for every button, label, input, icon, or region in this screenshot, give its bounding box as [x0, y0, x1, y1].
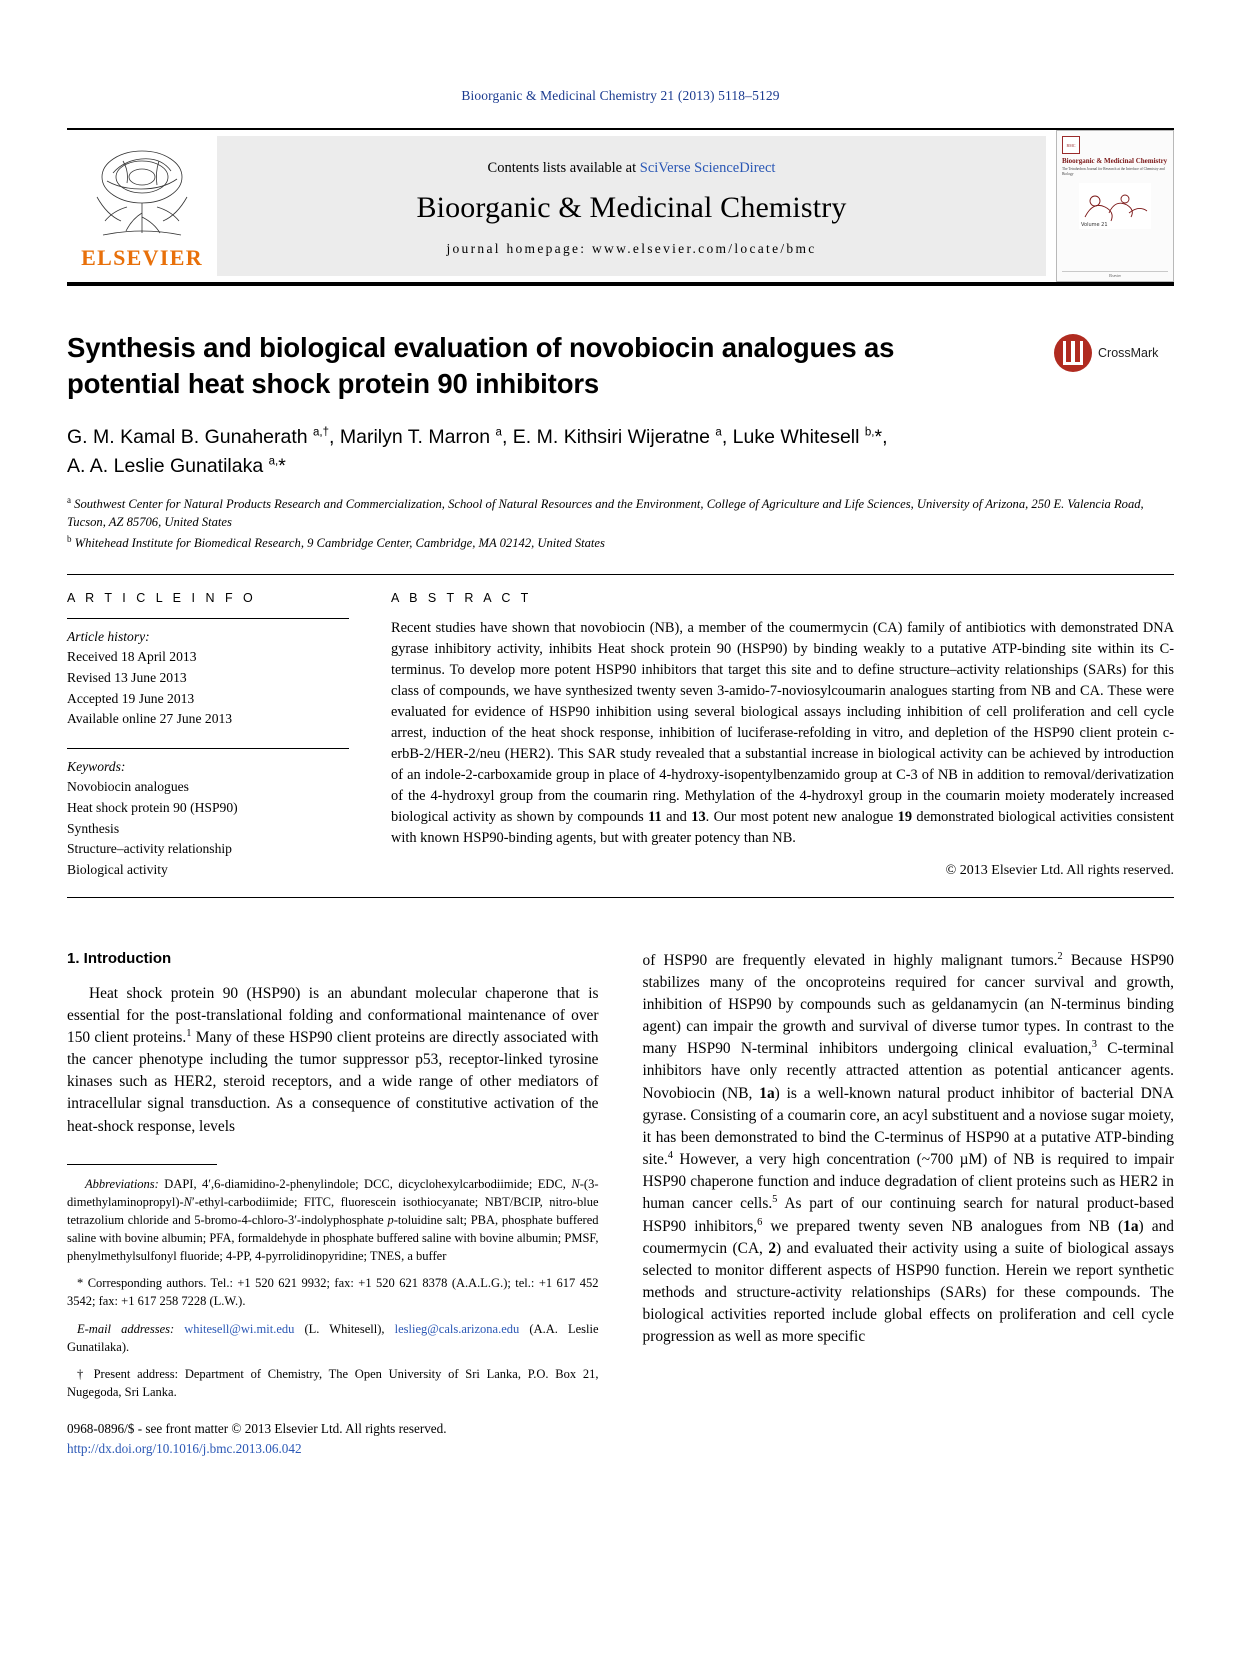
journal-cover-thumbnail	[1056, 130, 1174, 282]
affiliation-b: $^b$ Whitehead Institute for Biomedical Research, 9 Cambridge Center, Cambridge, MA 02142, United States	[67, 533, 605, 550]
crossmark-badge-group[interactable]	[1054, 334, 1174, 372]
abstract-bottom-rule	[67, 897, 1174, 898]
abstract-text: Recent studies have shown that novobiocin (NB), a member of the coumermycin (CA) family of antibiotics with demonstrated DNA gyrase inhibitory activity, inhibits Heat shock protein 90 (HSP90) by binding weakly to a putative ATP-binding site within its C-terminus. To develop more potent HSP90 inhibitors that target this site and to define structure–activity relationships (SARs) for this class of compounds, we have synthesized twenty seven 3-amido-7-noviosylcoumarin analogues starting from NB and CA. These were evaluated for evidence of HSP90 inhibition using several biological assays including inhibition of cell proliferation and cell cycle arrest, induction of the heat shock response, inhibition of luciferase-refolding in vitro, and depletion of the HSP90 client protein c-erbB-2/HER-2/neu (HER2). This SAR study revealed that a substantial increase in biological activity can be achieved by introduction of an indole-2-carboxamide group in place of 4-hydroxy-isopentylbenzamido group at C-3 of NB in addition to removal/derivatization of the 4-hydroxyl group from the coumarin ring. Methylation of the 4-hydroxyl group in the coumarin moiety moderately increased biological activity as shown by compounds 11 and 13. Our most potent new analogue 19 demonstrated biological activities consistent with known HSP90-binding agents, but with greater potency than NB.	[391, 619, 1175, 847]
footnote-separator	[67, 1164, 217, 1165]
journal-homepage[interactable]: journal homepage: www.elsevier.com/locate/bmc	[446, 240, 817, 256]
abstract-heading: A B S T R A C T	[391, 590, 532, 605]
keyword-item: Synthesis	[67, 820, 120, 836]
contents-available-line	[488, 160, 776, 177]
article-info-column	[67, 575, 367, 881]
keywords-rule	[67, 748, 349, 749]
history-item: Available online 27 June 2013	[67, 711, 233, 727]
keyword-item: Biological activity	[67, 861, 168, 877]
abstract-copyright: © 2013 Elsevier Ltd. All rights reserved.	[945, 863, 1174, 879]
emails-label: E-mail addresses:	[77, 1321, 175, 1336]
cover-publisher-mark: BMC	[1062, 136, 1080, 154]
title-block	[67, 330, 1174, 552]
sciencedirect-link[interactable]: SciVerse ScienceDirect	[639, 159, 776, 176]
email-owner-2: (A.A. Leslie Gunatilaka).	[67, 1321, 599, 1354]
running-head: Bioorganic & Medicinal Chemistry 21 (2013) 5118–5129	[461, 88, 780, 103]
body-column-right	[643, 950, 1175, 1459]
history-item: Accepted 19 June 2013	[67, 690, 195, 706]
keyword-item: Heat shock protein 90 (HSP90)	[67, 799, 238, 815]
cover-artwork	[1079, 183, 1151, 229]
history-item: Received 18 April 2013	[67, 649, 197, 665]
email-link-2[interactable]: leslieg@cals.arizona.edu	[394, 1321, 520, 1336]
crossmark-icon	[1054, 334, 1092, 372]
author-list	[67, 423, 1077, 482]
footnote-abbreviations: Abbreviations: DAPI, 4′,6-diamidino-2-phenylindole; DCC, dicyclohexylcarbodiimide; EDC, N-(3-dimethylaminopropyl)-N′-ethyl-carbodiimide; FITC, fluorescein isothiocyanate; NBT/BCIP, nitro-blue tetrazolium chloride and 5-bromo-4-chloro-3′-indolyphosphate p-toluidine salt; PBA, phosphate buffered saline with bovine albumin; PFA, formaldehyde in phosphate buffered saline with bovine albumin; PMSF, phenylmethylsulfonyl fluoride; 4-PP, 4-pyrrolidinopyridine; TNES, a buffer	[67, 1176, 599, 1264]
elsevier-logo	[67, 130, 217, 282]
journal-masthead	[67, 128, 1174, 288]
journal-banner	[217, 136, 1046, 276]
cover-footer: Elsevier	[1062, 271, 1168, 278]
author-line-1: G. M. Kamal B. Gunaherath $^{a,\dagger}$, Marilyn T. Marron $^a$, E. M. Kithsiri Wijeratne $^a$, Luke Whitesell $^{b,}$*,	[67, 425, 888, 448]
issn-copyright-line: 0968-0896/$ - see front matter © 2013 Elsevier Ltd. All rights reserved.	[67, 1421, 447, 1437]
page-footer	[67, 1419, 599, 1459]
body-columns	[67, 950, 1174, 1459]
affiliation-a: $^a$ Southwest Center for Natural Products Research and Commercialization, School of Natural Resources and the Environment, College of Agriculture and Life Sciences, University of Arizona, 250 E. Valencia Road, Tucson, AZ 85706, United States	[67, 494, 1144, 530]
page-content	[67, 0, 1174, 1459]
body-paragraph: of HSP90 are frequently elevated in highly malignant tumors.$^2$ Because HSP90 stabilizes many of the oncoproteins required for cancer survival and growth, inhibition of HSP90 by compounds such as geldanamycin (an N-terminus binding agent) can impair the growth and survival of diverse tumor types. In contrast to the many HSP90 N-terminal inhibitors undergoing clinical evaluation,$^3$ C-terminal inhibitors have only recently attracted attention as potential anticancer agents. Novobiocin (NB, 1a) is a well-known natural product inhibitor of bacterial DNA gyrase. Consisting of a coumarin core, an acyl substituent and a noviose sugar moiety, it has been demonstrated to bind the C-terminus of HSP90 at a putative ATP-binding site.$^4$ However, a very high concentration (~700 µM) of NB is required to impair HSP90 chaperone function and induce degradation of client proteins such as HER2 in human cancer cells.$^5$ As part of our continuing search for natural product-based HSP90 inhibitors,$^6$ we prepared twenty seven NB analogues from NB (1a) and coumermycin (CA, 2) and evaluated their activity using a suite of biological assays selected to monitor different aspects of HSP90 function. Herein we report synthetic methods and structure-activity relationships (SARs) for these compounds. The biological activities reported include global effects on proliferation and cell cycle progression as well as more specific	[642, 950, 1175, 1346]
doi-link[interactable]: http://dx.doi.org/10.1016/j.bmc.2013.06.042	[67, 1440, 302, 1456]
keywords-label: Keywords:	[67, 758, 126, 774]
crossmark-label: CrossMark	[1098, 346, 1159, 360]
page-title: Synthesis and biological evaluation of novobiocin analogues as potential heat shock protein 90 inhibitors	[67, 332, 895, 400]
body-column-left	[67, 950, 599, 1459]
journal-title: Bioorganic & Medicinal Chemistry	[416, 190, 847, 224]
cover-title: Bioorganic & Medicinal Chemistry	[1062, 157, 1168, 165]
footnote-corresponding-authors: * Corresponding authors. Tel.: +1 520 621 9932; fax: +1 520 621 8378 (A.A.L.G.); tel.: +1 617 452 3542; fax: +1 617 258 7228 (L.W.).	[67, 1276, 599, 1309]
elsevier-wordmark: ELSEVIER	[81, 245, 203, 270]
keyword-item: Novobiocin analogues	[67, 779, 189, 795]
article-info-rule	[67, 618, 349, 619]
info-abstract-row	[67, 575, 1174, 881]
history-item: Revised 13 June 2013	[67, 669, 187, 685]
svg-text:Volume 21: Volume 21	[1081, 222, 1108, 229]
masthead-bottom-rule	[67, 282, 1174, 286]
contents-prefix: Contents lists available at	[487, 159, 640, 176]
body-paragraph: Heat shock protein 90 (HSP90) is an abundant molecular chaperone that is essential for the post-translational folding and conformational maintenance of over 150 client proteins.$^1$ Many of these HSP90 client proteins are directly associated with the cancer phenotype including the tumor suppressor p53, receptor-linked tyrosine kinases such as HER2, steroid receptors, and a wide range of other mediators of intracellular signal transduction. As a consequence of constitutive activation of the heat-shock response, levels	[67, 984, 599, 1135]
footnote-present-address: † Present address: Department of Chemistry, The Open University of Sri Lanka, P.O. Box 21, Nugegoda, Sri Lanka.	[67, 1366, 599, 1399]
abstract-column	[367, 575, 1174, 881]
article-history-label: Article history:	[67, 628, 150, 644]
author-line-2: A. A. Leslie Gunatilaka $^{a,}$*	[67, 454, 286, 477]
footnotes-block	[67, 1175, 599, 1401]
section-heading-introduction: 1. Introduction	[67, 949, 172, 967]
article-info-heading: A R T I C L E I N F O	[67, 590, 257, 605]
cover-subtitle: The Tetrahedron Journal for Research at the Interface of Chemistry and Biology	[1062, 167, 1165, 176]
email-link-1[interactable]: whitesell@wi.mit.edu	[184, 1321, 295, 1336]
email-owner-1: (L. Whitesell),	[304, 1321, 385, 1336]
elsevier-tree-icon	[83, 147, 201, 243]
keyword-item: Structure–activity relationship	[67, 841, 232, 857]
footnote-emails	[67, 1320, 599, 1356]
